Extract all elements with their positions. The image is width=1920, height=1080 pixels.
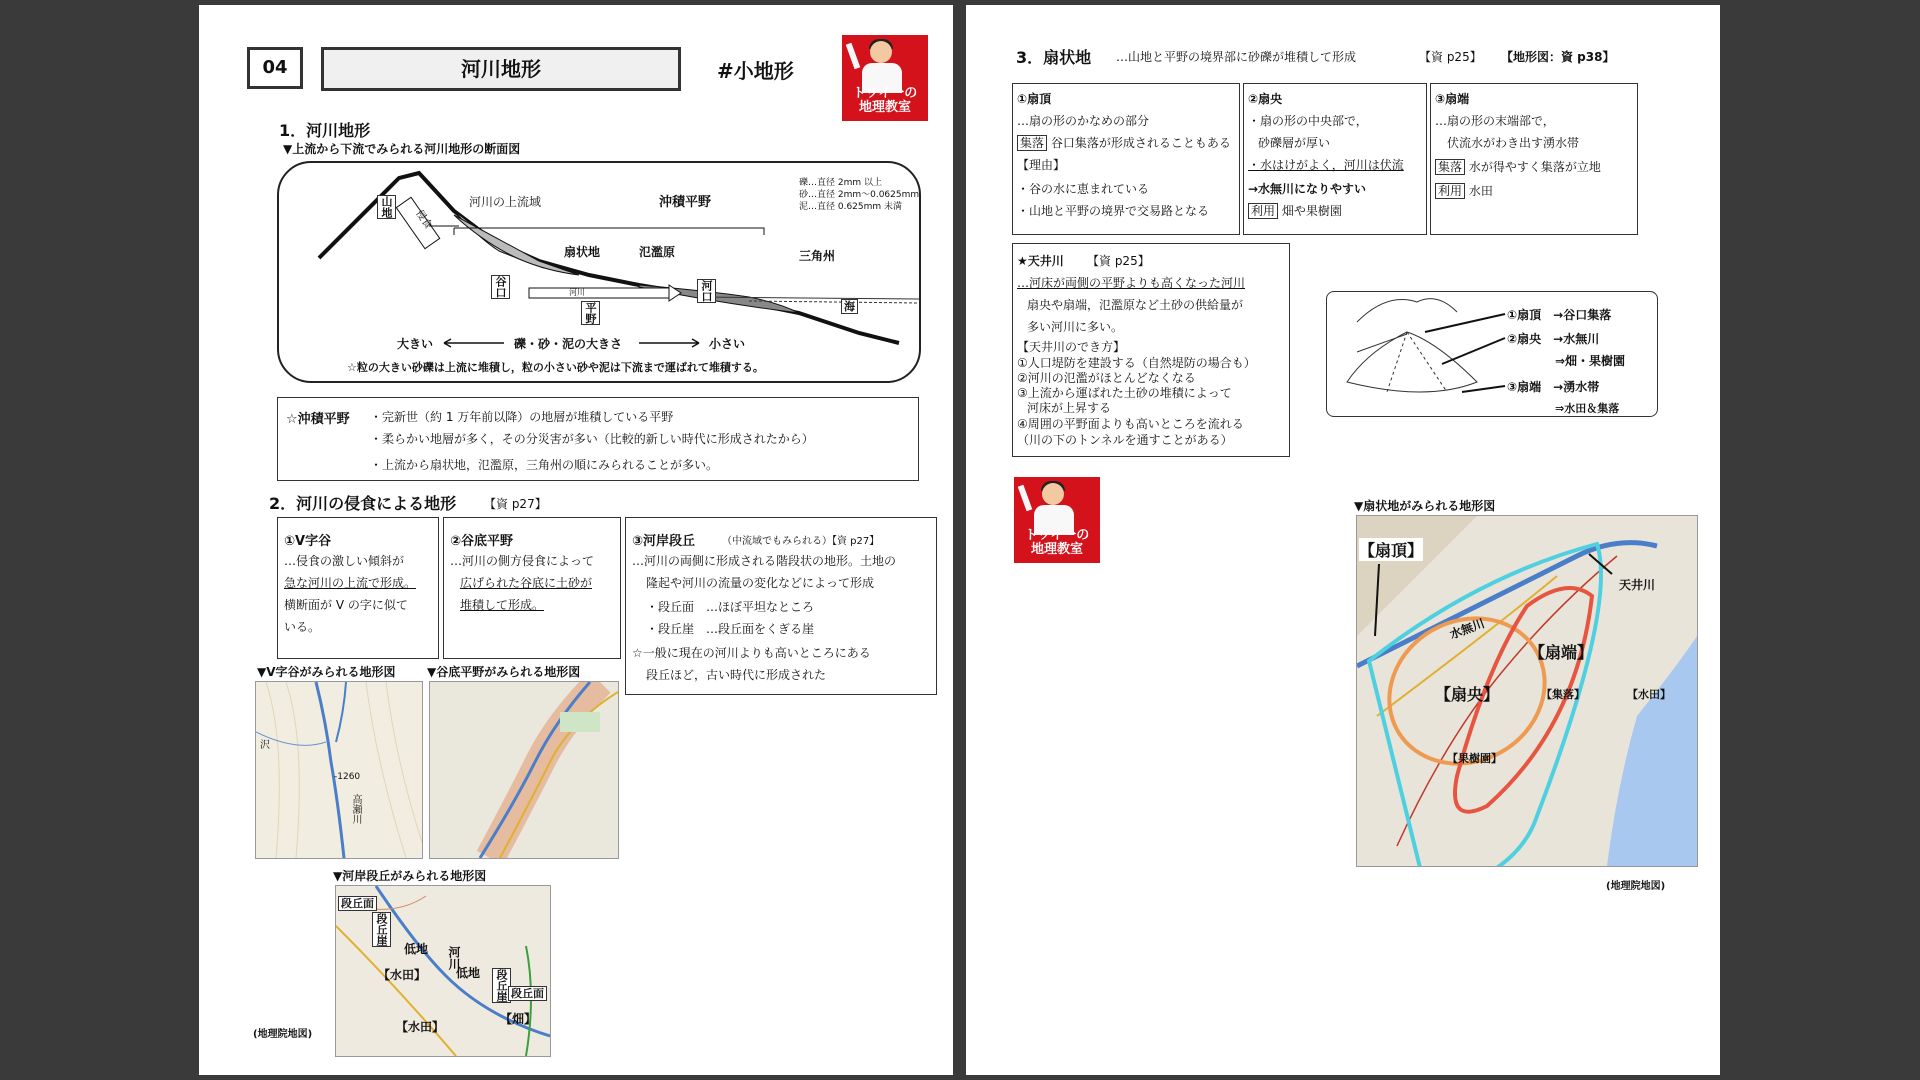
fan-edge-title: ③扇端 bbox=[1435, 92, 1470, 106]
label-small: 小さい bbox=[709, 337, 746, 351]
fan-apex-line-5: ・山地と平野の境界で交易路となる bbox=[1017, 204, 1210, 218]
label-mountain: 山地 bbox=[377, 195, 396, 219]
legend-mud: 泥…直径 0.625mm 未満 bbox=[799, 202, 903, 212]
river-terrace-line-3: ・段丘面 …ほぼ平坦なところ bbox=[646, 600, 815, 614]
valley-floor-map bbox=[429, 681, 619, 859]
section-1-heading: 1．河川地形 bbox=[279, 121, 371, 140]
river-terrace-title: ③河岸段丘 bbox=[632, 534, 696, 549]
terrace-label-paddy-1: 【水田】 bbox=[378, 968, 427, 982]
section-2-ref: 【資 p27】 bbox=[484, 497, 547, 511]
worksheet-page-left bbox=[199, 5, 953, 1075]
valley-floor-line-3: 堆積して形成。 bbox=[460, 598, 545, 612]
fan-center-line-4: →水無川になりやすい bbox=[1248, 182, 1367, 196]
fan-map-orchard: 【果樹園】 bbox=[1447, 752, 1502, 765]
label-large: 大きい bbox=[397, 337, 434, 351]
tenjo-title: ★天井川 bbox=[1017, 254, 1064, 268]
terrace-label-face-2: 段丘面 bbox=[508, 986, 547, 1001]
terrace-label-river: 河川 bbox=[447, 946, 461, 970]
logo-text-2: トワイ一の 地理教室 bbox=[1024, 528, 1090, 557]
section-3-desc: …山地と平野の境界部に砂礫が堆積して形成 bbox=[1116, 50, 1357, 64]
river-terrace-line-1: …河川の両側に形成される階段状の地形。土地の bbox=[632, 554, 897, 568]
v-valley-line-4: いる。 bbox=[284, 620, 321, 634]
alluvial-plain-box bbox=[277, 397, 919, 481]
valley-floor-line-2: 広げられた谷底に土砂が bbox=[460, 576, 593, 590]
section-3-ref-1: 【資 p25】 bbox=[1419, 50, 1482, 64]
fan-map-village: 【集落】 bbox=[1541, 688, 1585, 701]
terrace-label-paddy-2: 【水田】 bbox=[396, 1020, 445, 1034]
tag-settlement-edge: 集落 bbox=[1435, 159, 1465, 175]
fan-map-tenjo: 天井川 bbox=[1619, 578, 1656, 592]
alluvial-line-2: ・柔らかい地層が多く，その分災害が多い（比較的新しい時代に形成されたから） bbox=[370, 432, 814, 446]
fan-map-paddy: 【水田】 bbox=[1627, 688, 1671, 701]
v-valley-map bbox=[255, 681, 423, 859]
lesson-hashtag: #小地形 bbox=[717, 59, 794, 83]
fan-center-box bbox=[1243, 83, 1427, 235]
fan-center-line-3: ・水はけがよく，河川は伏流 bbox=[1248, 158, 1404, 172]
v-valley-line-3: 横断面が V の字に似て bbox=[284, 598, 408, 612]
fan-map-apex: 【扇頂】 bbox=[1359, 538, 1423, 561]
fan-map-caption: ▼扇状地がみられる地形図 bbox=[1354, 499, 1496, 513]
tenjo-line-9: ④周囲の平野面よりも高いところを流れる bbox=[1017, 417, 1244, 431]
fan-apex-line-3: 【理由】 bbox=[1017, 158, 1066, 172]
tenjo-line-10: （川の下のトンネルを通すことがある） bbox=[1017, 433, 1233, 447]
river-terrace-line-2: 隆起や河川の流量の変化などによって形成 bbox=[646, 576, 875, 590]
fan-center-line-2: 砂礫層が厚い bbox=[1258, 136, 1331, 150]
label-grain-size: 礫・砂・泥の大きさ bbox=[514, 337, 623, 351]
label-valley-mouth: 谷口 bbox=[491, 275, 510, 299]
tenjo-ref: 【資 p25】 bbox=[1087, 254, 1150, 268]
fan-diagram-center-use: ⇒畑・果樹園 bbox=[1555, 354, 1626, 368]
alluvial-line-3: ・上流から扇状地，氾濫原，三角州の順にみられることが多い。 bbox=[370, 458, 719, 472]
fan-edge-line-1: …扇の形の末端部で， bbox=[1435, 114, 1555, 128]
section-3-heading: 3．扇状地 bbox=[1016, 48, 1092, 67]
fan-apex-line-2: 集落 谷口集落が形成されることもある bbox=[1017, 134, 1231, 151]
valley-floor-line-1: …河川の側方侵食によって bbox=[450, 554, 595, 568]
map-v-label-num: -1260 bbox=[334, 772, 361, 782]
map-source-right: (地理院地図) bbox=[1606, 881, 1666, 892]
tenjo-line-4: 【天井川のでき方】 bbox=[1017, 340, 1126, 354]
label-sea: 海 bbox=[841, 299, 858, 314]
terrace-label-low-2: 低地 bbox=[456, 966, 481, 980]
fan-edge-line-3: 集落 水が得やすく集落が立地 bbox=[1435, 158, 1601, 175]
v-valley-line-2: 急な河川の上流で形成。 bbox=[284, 576, 417, 590]
river-cross-section-diagram bbox=[277, 161, 921, 383]
valley-floor-box bbox=[443, 517, 621, 659]
label-river: 河川 bbox=[569, 288, 585, 297]
section-3-ref-2: 【地形図：資 p38】 bbox=[1501, 50, 1615, 64]
fan-map-center: 【扇央】 bbox=[1435, 685, 1500, 704]
river-terrace-line-6: 段丘ほど，古い時代に形成された bbox=[646, 668, 827, 682]
fan-diagram-apex: ①扇頂 →谷口集落 bbox=[1507, 308, 1612, 322]
alluvial-term: ☆沖積平野 bbox=[286, 412, 350, 427]
tenjo-line-7: ③上流から運ばれた土砂の堆積によって bbox=[1017, 386, 1232, 400]
tenjo-line-6: ②河川の氾濫がほとんどなくなる bbox=[1017, 371, 1196, 385]
fan-diagram-edge: ③扇端 →湧水帯 bbox=[1507, 380, 1600, 394]
fan-apex-title: ①扇頂 bbox=[1017, 92, 1052, 106]
river-terrace-box bbox=[625, 517, 937, 695]
logo bbox=[842, 35, 928, 121]
fan-center-line-1: ・扇の形の中央部で， bbox=[1248, 114, 1368, 128]
section-1-sub: ▼上流から下流でみられる河川地形の断面図 bbox=[283, 142, 521, 156]
logo-2 bbox=[1014, 477, 1100, 563]
tenjo-line-3: 多い河川に多い。 bbox=[1027, 320, 1124, 334]
terrace-label-cliff-2: 段丘崖 bbox=[492, 968, 511, 1003]
label-fan: 扇状地 bbox=[564, 245, 601, 259]
terrace-label-low-1: 低地 bbox=[404, 942, 429, 956]
label-upper-stream: 河川の上流域 bbox=[469, 195, 542, 209]
section-2-heading: 2．河川の侵食による地形 bbox=[269, 494, 457, 513]
logo-text: トワイ一の 地理教室 bbox=[852, 86, 918, 115]
tenjo-line-5: ①人口堤防を建設する（自然堤防の場合も） bbox=[1017, 356, 1256, 370]
fan-diagram-edge-use: ⇒水田＆集落 bbox=[1555, 402, 1620, 415]
terrace-label-field: 【畑】 bbox=[500, 1012, 537, 1026]
fan-center-title: ②扇央 bbox=[1248, 92, 1283, 106]
fan-apex-line-1: …扇の形のかなめの部分 bbox=[1017, 114, 1150, 128]
terrace-label-cliff-1: 段丘崖 bbox=[372, 912, 391, 947]
fan-map-mizunashi: 水無川 bbox=[1447, 616, 1487, 642]
map-source-left: (地理院地図) bbox=[253, 1029, 313, 1040]
alluvial-fan-map bbox=[1356, 515, 1698, 867]
label-floodplain: 氾濫原 bbox=[639, 245, 676, 259]
tag-use: 利用 bbox=[1248, 203, 1278, 219]
label-plain: 平野 bbox=[581, 301, 600, 325]
worksheet-page-right bbox=[966, 5, 1720, 1075]
river-terrace-line-5: ☆一般に現在の河川よりも高いところにある bbox=[632, 646, 871, 660]
fan-apex-line-4: ・谷の水に恵まれている bbox=[1017, 182, 1150, 196]
lesson-title: 河川地形 bbox=[321, 47, 681, 91]
river-terrace-line-4: ・段丘崖 …段丘面をくぎる崖 bbox=[646, 622, 815, 636]
fan-edge-line-2: 伏流水がわき出す湧水帯 bbox=[1447, 136, 1580, 150]
fan-apex-box bbox=[1012, 83, 1240, 235]
alluvial-line-1: ・完新世（約 1 万年前以降）の地層が堆積している平野 bbox=[370, 410, 674, 424]
label-erosion: 侵食 bbox=[413, 208, 434, 231]
river-terrace-note: （中流域でもみられる）【資 p27】 bbox=[722, 536, 880, 547]
label-delta: 三角州 bbox=[799, 249, 836, 263]
tenjo-river-box bbox=[1012, 243, 1290, 457]
fan-diagram-center: ②扇央 →水無川 bbox=[1507, 332, 1600, 346]
map-valley-floor-caption: ▼谷底平野がみられる地形図 bbox=[427, 665, 581, 679]
map-v-label-river: 高瀬川 bbox=[350, 794, 361, 824]
tenjo-line-1: …河床が両側の平野よりも高くなった河川 bbox=[1017, 276, 1246, 290]
fan-edge-line-4: 利用 水田 bbox=[1435, 182, 1493, 199]
map-river-terrace-caption: ▼河岸段丘がみられる地形図 bbox=[333, 869, 487, 883]
label-alluvial-plain: 沖積平野 bbox=[659, 195, 712, 210]
v-valley-box bbox=[277, 517, 439, 659]
tag-settlement: 集落 bbox=[1017, 135, 1047, 151]
tag-use-edge: 利用 bbox=[1435, 183, 1465, 199]
legend-sand: 砂…直径 2mm～0.0625mm bbox=[799, 190, 920, 200]
v-valley-line-1: …侵食の激しい傾斜が bbox=[284, 554, 405, 568]
lesson-number: 04 bbox=[247, 47, 303, 89]
tenjo-line-8: 河床が上昇する bbox=[1027, 401, 1112, 415]
river-terrace-map bbox=[335, 885, 551, 1057]
map-v-valley-caption: ▼V字谷がみられる地形図 bbox=[257, 665, 396, 679]
map-v-label-sawa: 沢 bbox=[260, 740, 270, 751]
alluvial-fan-diagram bbox=[1326, 291, 1658, 417]
v-valley-title: ①V字谷 bbox=[284, 534, 332, 549]
terrace-label-face-1: 段丘面 bbox=[338, 896, 377, 911]
legend-gravel: 礫…直径 2mm 以上 bbox=[799, 178, 882, 188]
fan-center-line-5: 利用 畑や果樹園 bbox=[1248, 202, 1342, 219]
valley-floor-title: ②谷底平野 bbox=[450, 534, 514, 549]
diagram-note: ☆粒の大きい砂礫は上流に堆積し，粒の小さい砂や泥は下流まで運ばれて堆積する。 bbox=[347, 361, 764, 374]
fan-edge-box bbox=[1430, 83, 1638, 235]
fan-map-edge: 【扇端】 bbox=[1529, 643, 1594, 662]
tenjo-line-2: 扇央や扇端，氾濫原など土砂の供給量が bbox=[1027, 298, 1244, 312]
label-river-mouth: 河口 bbox=[697, 279, 716, 303]
